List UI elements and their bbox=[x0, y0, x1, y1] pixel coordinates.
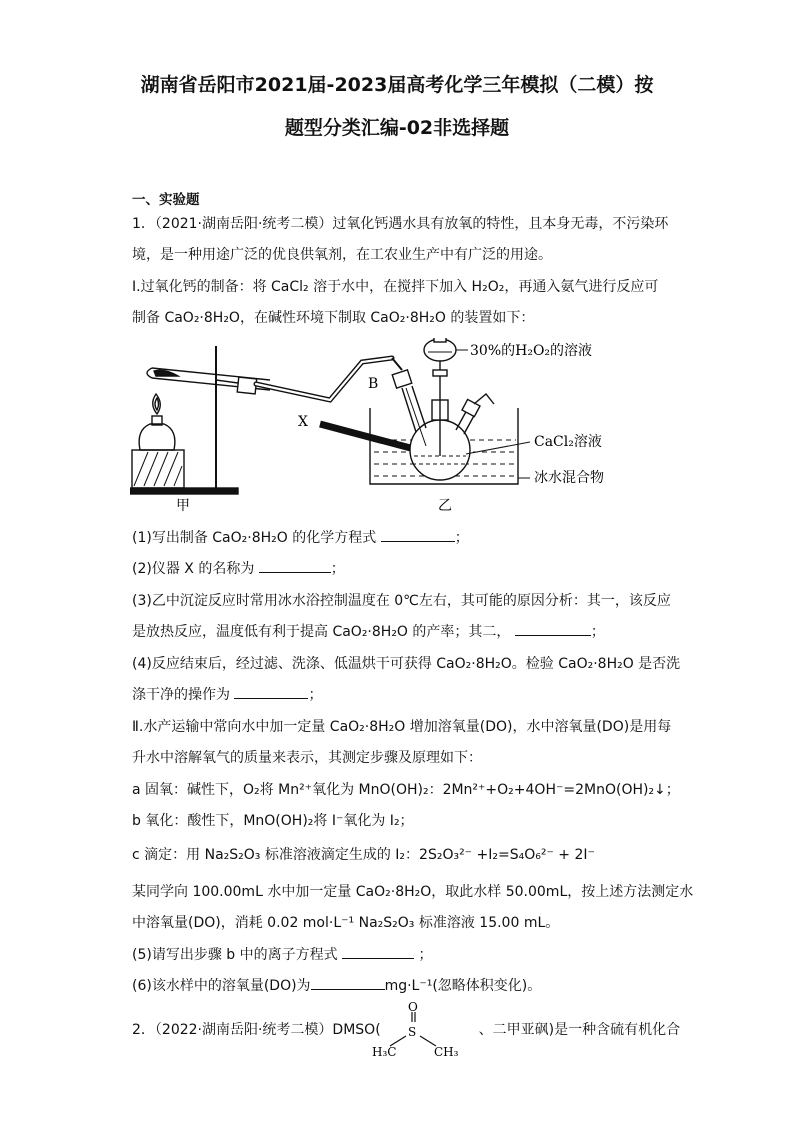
punct: ； bbox=[454, 530, 469, 546]
q1-sub5 bbox=[132, 944, 433, 964]
q1-sub5-text: (5)请写出步骤 b 中的离子方程式 bbox=[132, 947, 338, 963]
apparatus-figure bbox=[130, 338, 650, 518]
dmso-left-methyl: H₃C bbox=[372, 1045, 397, 1058]
q1-sub2 bbox=[132, 558, 345, 578]
q1-data-1: 某同学向 100.00mL 水中加一定量 CaO₂·8H₂O，取此水样 50.00mL，按上述方法测定水 bbox=[132, 884, 694, 900]
stand-base bbox=[130, 488, 238, 494]
q1-sub1 bbox=[132, 527, 469, 547]
label-h2o2-solution: 30%的H₂O₂的溶液 bbox=[470, 343, 593, 359]
answer-blank[interactable] bbox=[381, 529, 455, 542]
q1-sub4-a: (4)反应结束后，经过滤、洗涤、低温烘干可获得 CaO₂·8H₂O。检验 CaO₂·8H₂O 是否洗 bbox=[132, 656, 681, 672]
q1-sub1-text: (1)写出制备 CaO₂·8H₂O 的化学方程式 bbox=[132, 530, 377, 546]
q1-sub3-b-text: 是放热反应，温度低有利于提高 CaO₂·8H₂O 的产率；其二， bbox=[132, 624, 511, 640]
q1-sub4-b bbox=[132, 684, 322, 704]
dmso-right-methyl: CH₃ bbox=[434, 1045, 459, 1058]
punct: ； bbox=[590, 624, 605, 640]
q1-part2-a: Ⅱ.水产运输中常向水中加一定量 CaO₂·8H₂O 增加溶氧量(DO)，水中溶氧量(DO)是用每 bbox=[132, 719, 672, 735]
q1-text-1: 1．（2021·湖南岳阳·统考二模）过氧化钙遇水具有放氧的特性，且本身无毒，不污染环 bbox=[132, 216, 669, 232]
q1-part1-a: Ⅰ.过氧化钙的制备：将 CaCl₂ 溶于水中，在搅拌下加入 H₂O₂，再通入氨气进行反应可 bbox=[132, 279, 659, 295]
q1-part1-b: 制备 CaO₂·8H₂O，在碱性环境下制取 CaO₂·8H₂O 的装置如下： bbox=[132, 310, 535, 326]
answer-blank[interactable] bbox=[342, 946, 414, 959]
q1-text-2: 境，是一种用途广泛的优良供氧剂，在工农业生产中有广泛的用途。 bbox=[132, 247, 552, 263]
punct: ； bbox=[418, 947, 433, 963]
q1-sub6-text: (6)该水样中的溶氧量(DO)为 bbox=[132, 978, 311, 994]
label-jia: 甲 bbox=[176, 498, 190, 514]
q1-sub6 bbox=[132, 975, 541, 995]
dmso-structure bbox=[372, 1002, 472, 1058]
q1-data-2: 中溶氧量(DO)，消耗 0.02 mol·L⁻¹ Na₂S₂O₃ 标准溶液 15.00 mL。 bbox=[132, 915, 560, 931]
label-ice-water: 冰水混合物 bbox=[534, 470, 604, 486]
step-c: c 滴定：用 Na₂S₂O₃ 标准溶液滴定生成的 I₂：2S₂O₃²⁻ +I₂=S₄O₆²⁻ + 2I⁻ bbox=[132, 847, 595, 863]
answer-blank[interactable] bbox=[311, 977, 385, 990]
q1-sub6-unit: mg·L⁻¹(忽略体积变化)。 bbox=[384, 978, 542, 994]
doc-title-line2: 题型分类汇编-02非选择题 bbox=[284, 117, 510, 139]
doc-title-line1: 湖南省岳阳市2021届-2023届高考化学三年模拟（二模）按 bbox=[140, 74, 654, 96]
q1-sub3-a: (3)乙中沉淀反应时常用冰水浴控制温度在 0℃左右，其可能的原因分析：其一，该反应 bbox=[132, 593, 671, 609]
step-b: b 氧化：酸性下，MnO(OH)₂将 I⁻氧化为 I₂； bbox=[132, 813, 414, 829]
q2-suffix: 、二甲亚砜)是一种含硫有机化合 bbox=[478, 1022, 681, 1038]
dmso-s: S bbox=[408, 1025, 417, 1039]
glass-rod-x bbox=[320, 424, 418, 450]
label-cacl2-solution: CaCl₂溶液 bbox=[534, 434, 602, 450]
label-b: B bbox=[368, 376, 379, 392]
label-x: X bbox=[298, 414, 308, 430]
q1-sub2-text: (2)仪器 X 的名称为 bbox=[132, 561, 255, 577]
q2-prefix: 2．（2022·湖南岳阳·统考二模）DMSO( bbox=[132, 1022, 381, 1038]
answer-blank[interactable] bbox=[234, 686, 308, 699]
answer-blank[interactable] bbox=[259, 560, 331, 573]
label-yi: 乙 bbox=[438, 498, 452, 514]
step-a: a 固氧：碱性下，O₂将 Mn²⁺氧化为 MnO(OH)₂：2Mn²⁺+O₂+4OH⁻=2MnO(OH)₂↓； bbox=[132, 782, 680, 798]
answer-blank[interactable] bbox=[515, 623, 591, 636]
punct: ； bbox=[308, 687, 323, 703]
q1-part2-b: 升水中溶解氧气的质量来表示，其测定步骤及原理如下： bbox=[132, 750, 482, 766]
dmso-o: O bbox=[408, 1002, 418, 1014]
alcohol-lamp bbox=[139, 424, 175, 450]
section-heading: 一、实验题 bbox=[132, 192, 200, 208]
q1-sub3-b bbox=[132, 621, 605, 641]
punct: ； bbox=[330, 561, 345, 577]
q1-sub4-b-text: 涤干净的操作为 bbox=[132, 687, 230, 703]
